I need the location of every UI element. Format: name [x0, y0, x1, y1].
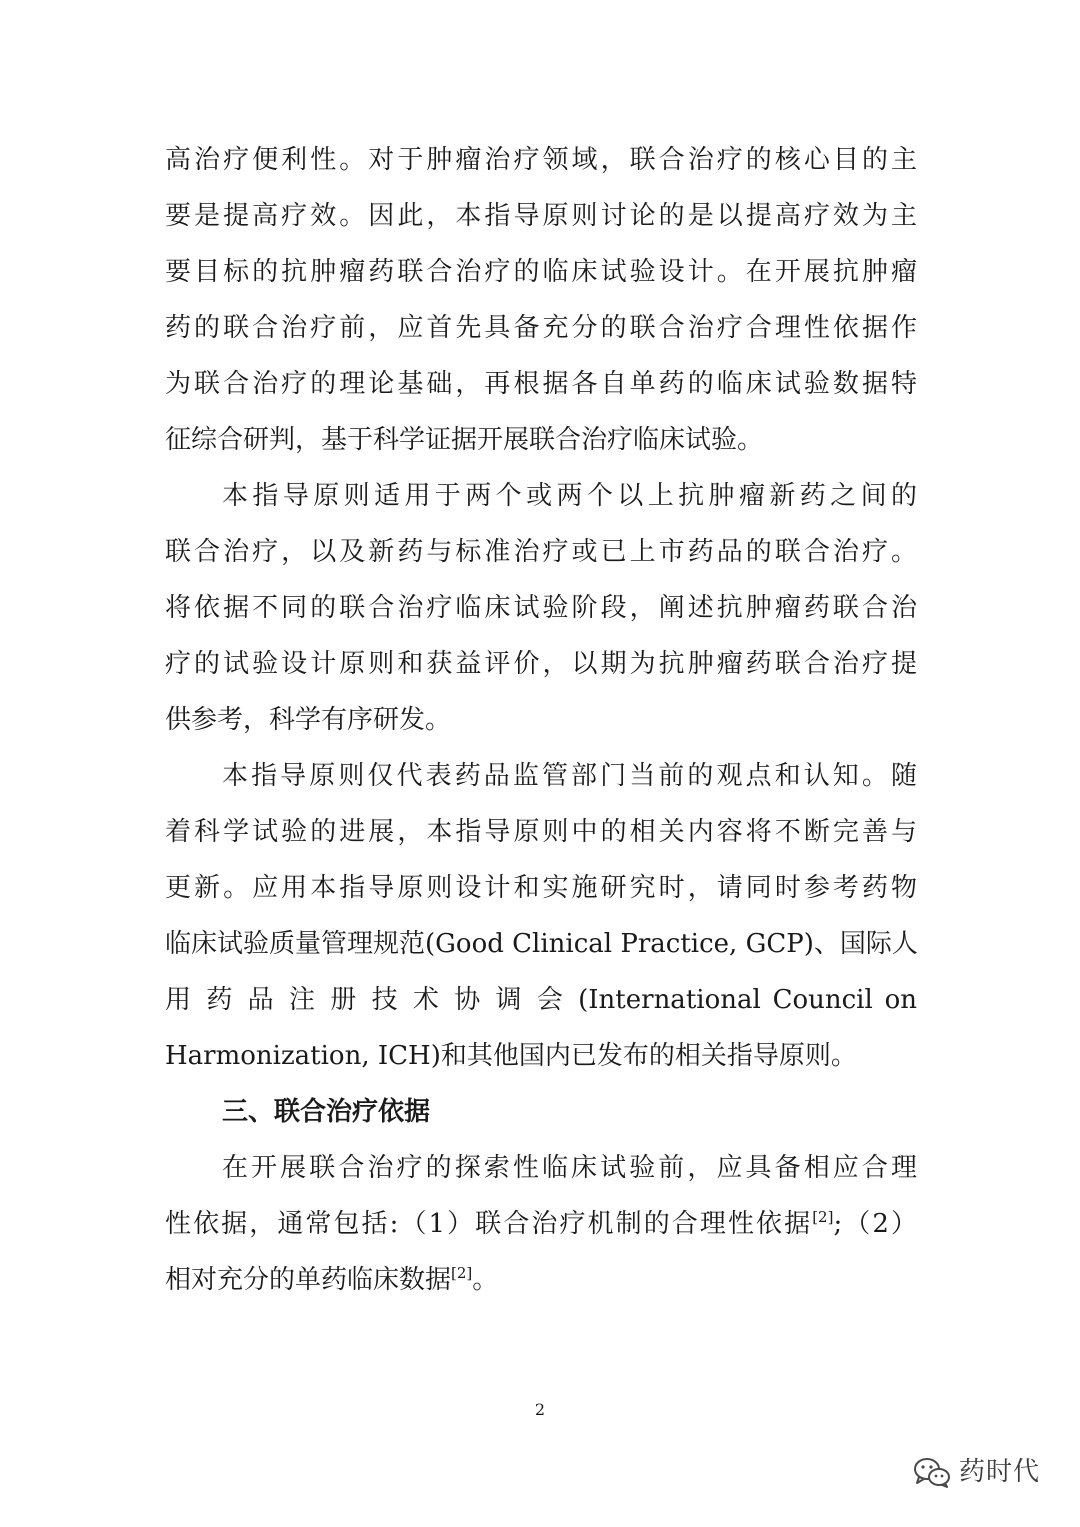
text-line: 更新。应用本指导原则设计和实施研究时，请同时参考药物 — [165, 873, 917, 903]
text-line: 联合治疗，以及新药与标准治疗或已上市药品的联合治疗。 — [165, 537, 917, 567]
page-number: 2 — [534, 1400, 546, 1419]
text-line-with-reference — [165, 1260, 917, 1300]
text-line: 要目标的抗肿瘤药联合治疗的临床试验设计。在开展抗肿瘤 — [165, 257, 917, 287]
watermark-text: 药时代 — [958, 1457, 1040, 1487]
text-line-with-reference — [165, 1204, 917, 1244]
text-line: 着科学试验的进展，本指导原则中的相关内容将不断完善与 — [165, 817, 917, 847]
text-line: 高治疗便利性。对于肿瘤治疗领域，联合治疗的核心目的主 — [165, 145, 917, 175]
watermark — [913, 1452, 1040, 1492]
text-line: 要是提高疗效。因此，本指导原则讨论的是以提高疗效为主 — [165, 201, 917, 231]
line-text: 性依据，通常包括:（1）联合治疗机制的合理性依据 — [165, 1209, 813, 1239]
text-line: Harmonization, ICH)和其他国内已发布的相关指导原则。 — [165, 1041, 857, 1071]
line-tail: 。 — [472, 1265, 499, 1295]
text-line: 用 药 品 注 册 技 术 协 调 会 (International Council on — [165, 985, 917, 1015]
reference-marker: [2] — [451, 1264, 473, 1282]
text-line: 临床试验质量管理规范(Good Clinical Practice, GCP)、国际人 — [165, 929, 918, 959]
text-line: 本指导原则适用于两个或两个以上抗肿瘤新药之间的 — [222, 481, 917, 511]
text-line: 本指导原则仅代表药品监管部门当前的观点和认知。随 — [222, 761, 917, 791]
text-line: 在开展联合治疗的探索性临床试验前，应具备相应合理 — [222, 1153, 917, 1183]
text-line: 为联合治疗的理论基础，再根据各自单药的临床试验数据特 — [165, 369, 917, 399]
reference-marker: [2] — [812, 1208, 834, 1226]
text-line: 药的联合治疗前，应首先具备充分的联合治疗合理性依据作 — [165, 313, 917, 343]
text-line: 疗的试验设计原则和获益评价，以期为抗肿瘤药联合治疗提 — [165, 649, 917, 679]
wechat-icon — [913, 1456, 951, 1488]
text-line: 征综合研判，基于科学证据开展联合治疗临床试验。 — [165, 425, 764, 455]
text-line: 将依据不同的联合治疗临床试验阶段，阐述抗肿瘤药联合治 — [165, 593, 917, 623]
line-text: 相对充分的单药临床数据 — [165, 1265, 452, 1295]
line-tail: ;（2） — [833, 1209, 917, 1239]
section-heading: 三、联合治疗依据 — [222, 1097, 431, 1127]
text-line: 供参考，科学有序研发。 — [165, 705, 452, 735]
